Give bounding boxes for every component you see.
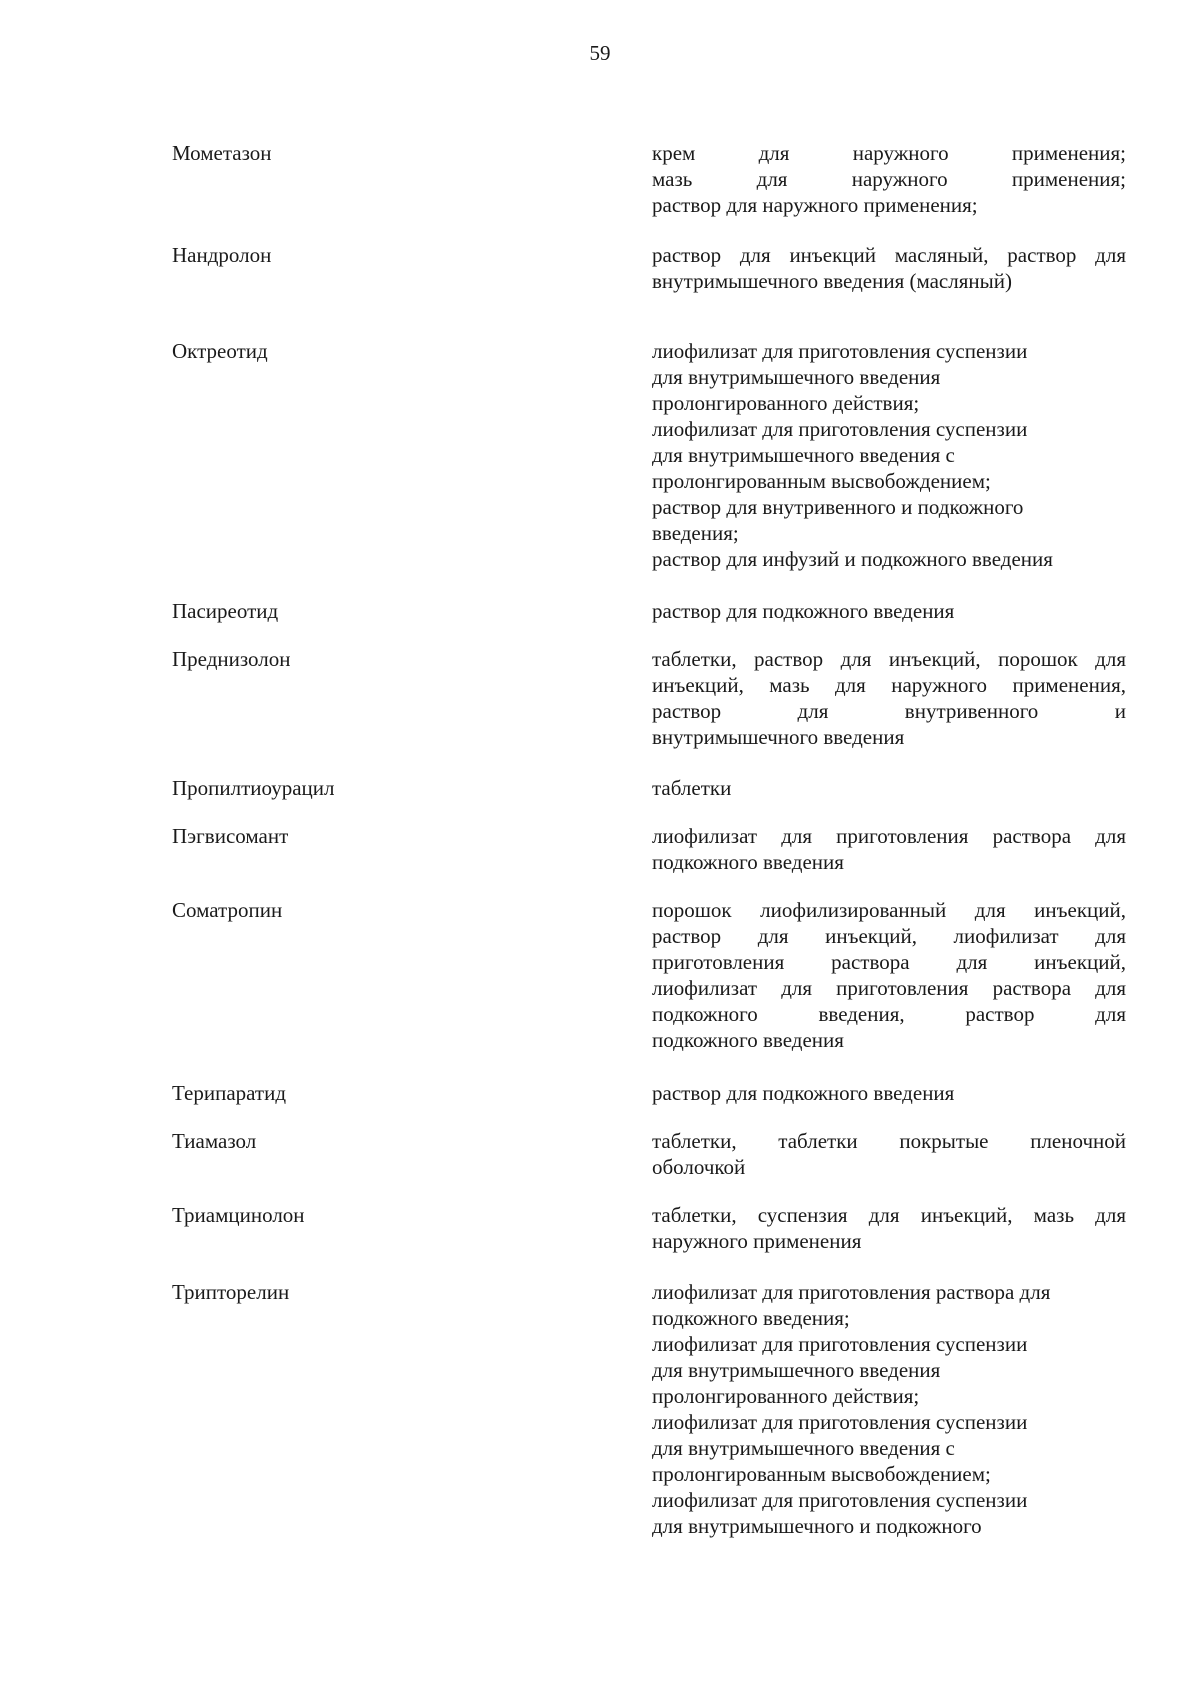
dosage-form-line: таблетки, раствор для инъекций, порошок для [652,647,1126,671]
dosage-form-line: подкожного введения [652,850,844,874]
dosage-form-line: порошок лиофилизированный для инъекций, [652,898,1126,922]
dosage-forms [652,1279,1126,1539]
dosage-forms [652,598,1126,624]
dosage-form-line: оболочкой [652,1155,746,1179]
dosage-form-line: наружного применения [652,1229,862,1253]
dosage-form-line: введения; [652,521,739,545]
dosage-form-line: крем для наружного применения; [652,141,1126,165]
dosage-form-line: раствор для инфузий и подкожного введения [652,547,1053,571]
dosage-form-line: раствор для подкожного введения [652,599,955,623]
dosage-form-line: таблетки, таблетки покрытые пленочной [652,1129,1126,1153]
dosage-form-line: для внутримышечного и подкожного [652,1514,982,1538]
drug-name: Соматропин [172,898,283,922]
drug-name: Терипаратид [172,1081,287,1105]
dosage-form-line: подкожного введения; [652,1306,850,1330]
dosage-form-line: лиофилизат для приготовления раствора для [652,1280,1051,1304]
dosage-forms [652,1080,1126,1106]
dosage-form-line: инъекций, мазь для наружного применения, [652,673,1126,697]
dosage-forms [652,646,1126,750]
dosage-form-line: лиофилизат для приготовления раствора для [652,976,1126,1000]
drug-name: Пасиреотид [172,599,279,623]
dosage-form-line: для внутримышечного введения [652,365,941,389]
dosage-form-line: лиофилизат для приготовления суспензии [652,1332,1028,1356]
dosage-form-line: лиофилизат для приготовления суспензии [652,1488,1028,1512]
drug-name: Нандролон [172,243,272,267]
dosage-forms [652,338,1126,572]
dosage-forms [652,1202,1126,1254]
drug-name: Октреотид [172,339,268,363]
dosage-form-line: пролонгированным высвобождением; [652,469,991,493]
dosage-form-line: подкожного введения [652,1028,844,1052]
dosage-form-line: для внутримышечного введения с [652,1436,955,1460]
dosage-form-line: пролонгированного действия; [652,1384,920,1408]
drug-name: Мометазон [172,141,272,165]
dosage-form-line: таблетки [652,776,732,800]
dosage-form-line: таблетки, суспензия для инъекций, мазь для [652,1203,1126,1227]
drug-name: Тиамазол [172,1129,257,1153]
dosage-form-line: пролонгированным высвобождением; [652,1462,991,1486]
dosage-forms [652,140,1126,218]
dosage-forms [652,823,1126,875]
dosage-form-line: раствор для инъекций, лиофилизат для [652,924,1126,948]
dosage-form-line: мазь для наружного применения; [652,167,1126,191]
dosage-form-line: внутримышечного введения [652,725,905,749]
dosage-forms [652,897,1126,1053]
page-number: 59 [589,41,611,65]
dosage-form-line: для внутримышечного введения [652,1358,941,1382]
dosage-form-line: для внутримышечного введения с [652,443,955,467]
drug-name: Триамцинолон [172,1203,305,1227]
drug-name: Пропилтиоурацил [172,776,335,800]
dosage-forms [652,242,1126,294]
dosage-form-line: раствор для внутривенного и подкожного [652,495,1024,519]
dosage-form-line: лиофилизат для приготовления раствора для [652,824,1126,848]
dosage-form-line: раствор для подкожного введения [652,1081,955,1105]
drug-name: Пэгвисомант [172,824,289,848]
dosage-form-line: раствор для внутривенного и [652,699,1126,723]
dosage-form-line: внутримышечного введения (масляный) [652,269,1012,293]
dosage-form-line: подкожного введения, раствор для [652,1002,1126,1026]
dosage-form-line: раствор для инъекций масляный, раствор для [652,243,1126,267]
dosage-form-line: лиофилизат для приготовления суспензии [652,339,1028,363]
drug-name: Трипторелин [172,1280,290,1304]
dosage-form-line: лиофилизат для приготовления суспензии [652,1410,1028,1434]
dosage-forms [652,775,1126,801]
dosage-form-line: раствор для наружного применения; [652,193,978,217]
dosage-forms [652,1128,1126,1180]
dosage-form-line: приготовления раствора для инъекций, [652,950,1126,974]
dosage-form-line: пролонгированного действия; [652,391,920,415]
dosage-form-line: лиофилизат для приготовления суспензии [652,417,1028,441]
drug-name: Преднизолон [172,647,291,671]
